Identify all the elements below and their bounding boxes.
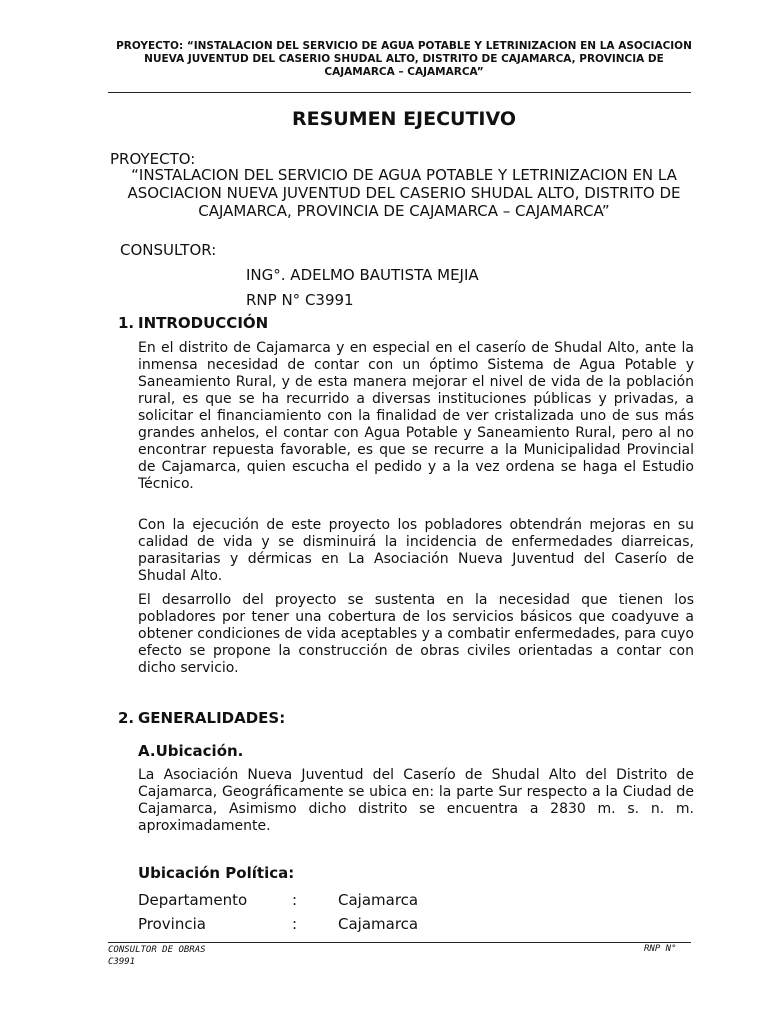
row-key: Departamento [138,891,248,909]
project-label: PROYECTO: [110,150,196,168]
section-heading-introduccion [118,314,268,332]
project-name: “INSTALACION DEL SERVICIO DE AGUA POTABLE Y LETRINIZACION EN LA ASOCIACION NUEVA JUVENTUD DEL CASERIO SHUDAL ALTO, DISTRITO DE CAJAMARCA, PROVINCIA DE CAJAMARCA – CAJAMARCA” [127,166,681,220]
header-divider [108,92,691,93]
row-key: Provincia [138,915,206,933]
intro-paragraph-3: El desarrollo del proyecto se sustenta en la necesidad que tienen los pobladores por tener una cobertura de los servicios básicos que coadyuve a obtener condiciones de vida aceptables y a combatir enfermedades, para cuyo efecto se propone la construcción de obras civiles orientadas a contar con dicho servicio. [138,592,694,676]
row-value: Cajamarca [338,915,419,933]
row-separator: : [292,915,298,933]
document-title: RESUMEN EJECUTIVO [291,108,517,130]
section-number: 2. [118,709,135,727]
row-value: Cajamarca [338,891,419,909]
political-location-heading: Ubicación Política: [138,864,295,882]
footer-line-2: C3991 [108,957,136,967]
intro-paragraph-1: En el distrito de Cajamarca y en especial en el caserío de Shudal Alto, ante la inmensa necesidad de contar con un óptimo Sistema de Agua Potable y Saneamiento Rural, y de esta manera mejorar el nivel de vida de la población rural, es que se ha recurrido a diversas instituciones públicas y privadas, a solicitar el financiamiento con la finalidad de ver cristalizada uno de sus más grandes anhelos, el contar con Agua Potable y Saneamiento Rural, pero al no encontrar repuesta favorable, es que se recurre a la Municipalidad Provincial de Cajamarca, quien escucha el pedido y a la vez ordena se haga el Estudio Técnico. [138,340,694,492]
consultor-rnp: RNP N° C3991 [246,291,354,309]
row-separator: : [292,891,298,909]
footer-line-1: CONSULTOR DE OBRAS [108,945,206,955]
section-title: INTRODUCCIÓN [138,314,269,332]
section-heading-generalidades [118,709,285,727]
ubicacion-paragraph: La Asociación Nueva Juventud del Caserío de Shudal Alto del Distrito de Cajamarca, Geográficamente se ubica en: la parte Sur respecto a la Ciudad de Cajamarca, Asimismo dicho distrito se encuentra a 2830 m. s. n. m. aproximadamente. [138,767,694,834]
subsection-heading-ubicacion: A.Ubicación. [138,742,244,760]
running-header: PROYECTO: “INSTALACION DEL SERVICIO DE AGUA POTABLE Y LETRINIZACION EN LA ASOCIACION NUEVA JUVENTUD DEL CASERIO SHUDAL ALTO, DISTRITO DE CAJAMARCA, PROVINCIA DE CAJAMARCA – CAJAMARCA” [116,40,692,78]
footer-rnp: RNP N° [644,944,677,954]
section-title: GENERALIDADES: [138,709,286,727]
consultor-name: ING°. ADELMO BAUTISTA MEJIA [246,266,479,284]
footer-consultor [108,944,206,968]
section-number: 1. [118,314,135,332]
footer-divider [108,942,691,943]
intro-paragraph-2: Con la ejecución de este proyecto los pobladores obtendrán mejoras en su calidad de vida y se disminuirá la incidencia de enfermedades diarreicas, parasitarias y dérmicas en La Asociación Nueva Juventud del Caserío de Shudal Alto. [138,517,694,584]
consultor-label: CONSULTOR: [120,241,217,259]
